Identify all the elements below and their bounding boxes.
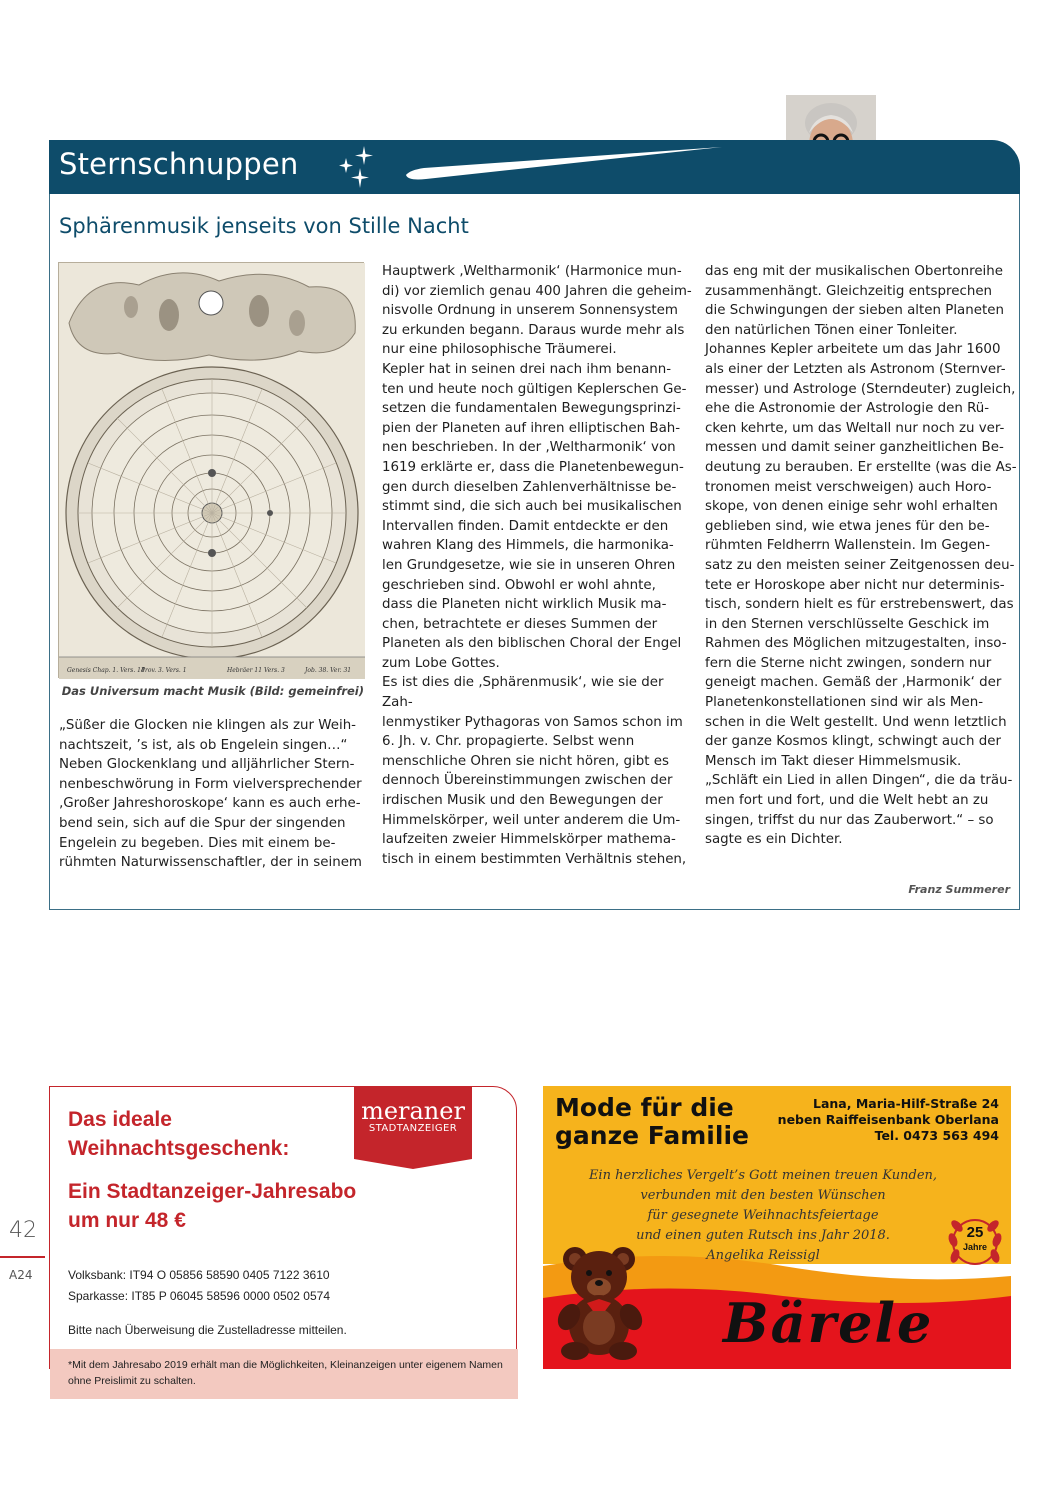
- medal-word: Jahre: [962, 1242, 988, 1252]
- address-note: Bitte nach Überweisung die Zustelladresse mitteilen.: [68, 1323, 347, 1337]
- section-title: Sternschnuppen: [59, 147, 299, 181]
- baerele-logo: Bärele: [723, 1291, 934, 1355]
- article-column-2: Hauptwerk ‚Weltharmonik‘ (Harmonice mun- di) vor ziemlich genau 400 Jahren die geheim- nisvolle Ordnung in unserem Sonnensystem zu erkunden begann. Daraus wurde mehr als nur eine philosophische Träumerei. Kepler hat in seinen drei nach ihm benann- ten und heute noch gültigen Keplerschen Ge- setzen die fundamentalen Bewegungsprinzi- pien der Planeten auf ihren elliptischen Bah- nen beschrieben. In der ‚Weltharmonik‘ von 1619 erklärte er, dass die Planetenbewegun- gen durch dieselben Zahlenverhältnisse be- stimmt sind, die sich auch bei musikalischen Intervallen finden. Damit entdeckte er den wahren Klang des Himmels, die harmonika- len Grundgesetze, wie sie in unseren Ohren geschrieben sind. Obwohl er wohl ahnte, dass die Planeten nicht wirklich Musik ma- chen, betrachtete er dieses Summen der Planeten als den biblischen Choral der Engel zum Lobe Gottes. Es ist dies die ‚Sphärenmusik‘, wie sie der Zah- lenmystiker Pythagoras von Samos schon im 6. Jh. v. Chr. propagierte. Selbst wenn menschliche Ohren sie nicht hören, gibt es dennoch Übereinstimmungen zwischen der irdischen Musik und den Bewegungen der Himmelskörper, weil unter anderem die Um- laufzeiten zweier Himmelskörper mathema- tisch in einem bestimmten Verhältnis stehen,: [382, 264, 692, 867]
- article-column-3: das eng mit der musikalischen Obertonreihe zusammenhängt. Gleichzeitig entsprechen die Schwingungen der sieben alten Planeten den natürlichen Tönen einer Tonleiter. Johannes Kepler arbeitete um das Jahr 1600 als einer der Letzten als Astronom (Sternver- messer) und Astrologe (Sterndeuter) zugleich, ehe die Astronomie der Astrologie den Rü- cken kehrte, um das Weltall nur noch zu ver- messen und damit seiner ganzheitlichen Be- deutung zu berauben. Er erstellte (was die As- tronomen meist verschweigen) auch Horo- skope, von denen einige sehr wohl erhalten geblieben sind, wie etwa jenes für den be- rühmten Feldherrn Wallenstein. Im Gegen- satz zu den meisten seiner Zeitgenossen deu- tete er Horoskope aber nicht nur determinis- tisch, sondern hielt es für erstrebenswert, das in den Sternen verschlüsselte Geschick im Rahmen des Möglichen mitzugestalten, inso- fern die Sterne nicht zwingen, sondern nur geneigt machen. Gemäß der ‚Harmonik‘ der Planetenkonstellationen sind wir als Men- schen in die Welt gestellt. Und wenn letztlich der ganze Kosmos klingt, schwingt auch der Mensch im Takt dieser Himmelsmusik. „Schläft ein Lied in allen Dingen“, die da träu- men fort und fort, und die Welt hebt an zu singen, triffst du nur das Zauberwort.“ – so sagte es ein Dichter.: [705, 264, 1017, 848]
- subscription-footnote-box: [50, 1349, 518, 1399]
- article-image-universe-engraving: [58, 262, 364, 678]
- subscription-footnote: *Mit dem Jahresabo 2019 erhält man die Möglichkeiten, Kleinanzeigen unter eigenem Namen ohne Preislimit zu schalten.: [68, 1359, 503, 1387]
- article-byline: Franz Summerer: [908, 883, 1010, 896]
- shooting-star-streak-icon: [404, 145, 724, 181]
- section-banner: [49, 140, 1020, 194]
- page-code: A24: [9, 1268, 33, 1282]
- ad-address-line-1: Lana, Maria-Hilf-Straße 24: [812, 1096, 999, 1111]
- page-number: 42: [9, 1218, 37, 1243]
- ad-address-line-2: neben Raiffeisenbank Oberlana: [777, 1112, 999, 1127]
- bank-details: [68, 1265, 330, 1307]
- anniversary-medal-icon: [943, 1210, 1013, 1274]
- ad-greeting-message: Ein herzliches Vergelt’s Gott meinen treuen Kunden, verbunden mit den besten Wünschen für gesegnete Weihnachtsfeiertage und einen guten Rutsch ins Jahr 2018. Angelika Reissigl: [588, 1168, 938, 1263]
- bank-line-sparkasse: Sparkasse: IT85 P 06045 58596 0000 0502 0574: [68, 1289, 330, 1303]
- subscription-headline-1: Das ideale Weihnachtsgeschenk:: [68, 1108, 290, 1160]
- logo-subtitle: STADTANZEIGER: [368, 1123, 458, 1134]
- baerele-ad: [543, 1086, 1011, 1369]
- stars-icon: [334, 144, 384, 190]
- engraving-label-3: Hebräer 11 Vers. 3: [227, 667, 285, 674]
- engraving-label-2: Prov. 3. Vers. 1: [141, 667, 187, 674]
- engraving-label-4: Job. 38. Ver. 31: [305, 667, 352, 674]
- article-headline: Sphärenmusik jenseits von Stille Nacht: [59, 214, 469, 238]
- subscription-ad: [49, 1086, 517, 1387]
- page-number-rule: [0, 1256, 45, 1258]
- ad-slogan: Mode für die ganze Familie: [555, 1093, 749, 1150]
- ad-address: [778, 1096, 999, 1144]
- article-column-1: „Süßer die Glocken nie klingen als zur Weih- nachtszeit, ’s ist, als ob Engelein singen…“ Neben Glockenklang und alljährlicher Stern- nenbeschwörung in Form vielversprechender ‚Großer Jahreshoroskope‘ kann es auch erhe- bend sein, sich auf die Spur der singenden Engelein zu begeben. Dies mit einem be- rühmten Naturwissenschaftler, der in seinem: [59, 718, 362, 871]
- bank-line-volksbank: Volksbank: IT94 O 05856 58590 0405 7122 3610: [68, 1268, 330, 1282]
- meraner-stadtanzeiger-logo: [354, 1087, 472, 1159]
- image-caption: Das Universum macht Musik (Bild: gemeinfrei): [61, 684, 364, 698]
- teddy-bear-icon: [553, 1241, 653, 1361]
- logo-name: meraner: [361, 1097, 465, 1125]
- engraving-label-1: Genesis Chap. 1. Vers. 14: [67, 667, 145, 674]
- logo-notch: [354, 1159, 472, 1169]
- ad-phone: Tel. 0473 563 494: [874, 1128, 999, 1143]
- engraving-illustration: [59, 263, 365, 679]
- subscription-headline-2: Ein Stadtanzeiger-Jahresabo um nur 48 €: [68, 1180, 357, 1232]
- medal-number: 25: [966, 1224, 984, 1241]
